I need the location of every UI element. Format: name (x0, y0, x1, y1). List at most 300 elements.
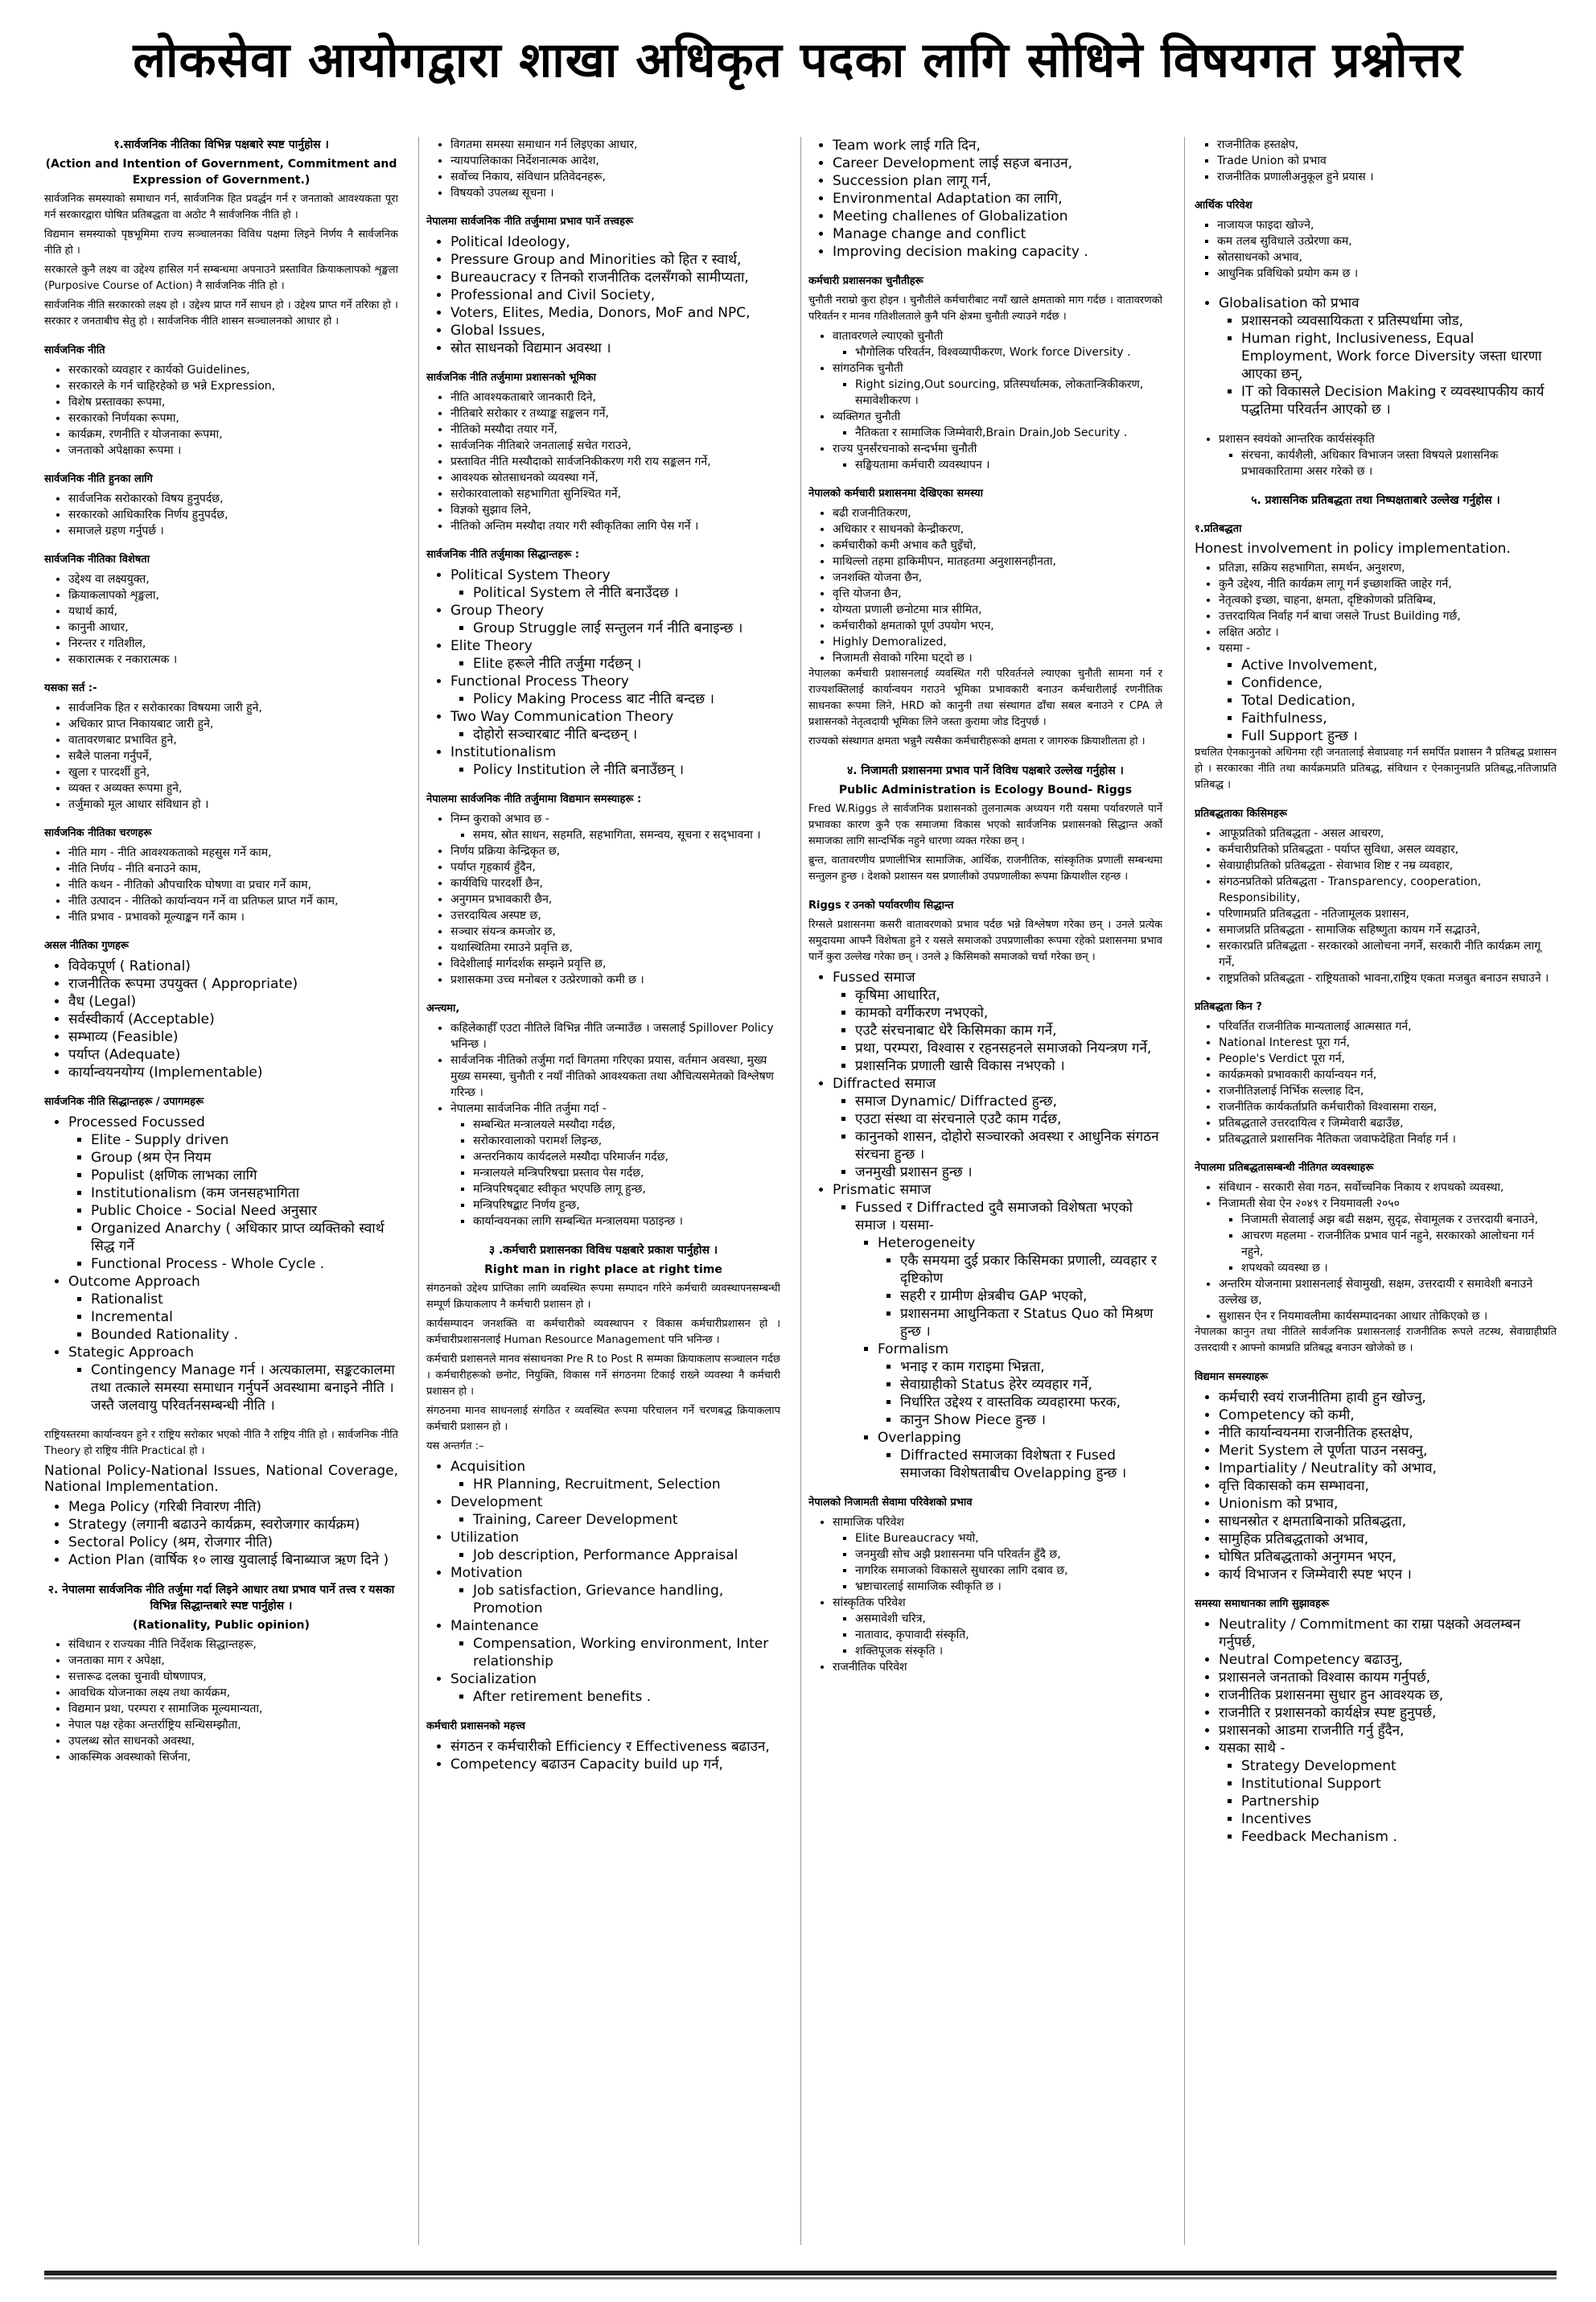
list-item: • क्रियाकलापको शृङ्खला, (68, 587, 398, 603)
list-item: • Improving decision making capacity . (833, 243, 1162, 261)
list-item-label: Two Way Communication Theory (450, 709, 674, 725)
list-item: • Merit System ले पूर्णता पाउन नसक्नु, (1219, 1442, 1557, 1460)
list-item-label: Acquisition (450, 1459, 526, 1475)
content-columns (44, 137, 1557, 2245)
section (44, 681, 398, 813)
list-item: • सञ्चार संयन्त्र कमजोर छ, (450, 924, 780, 940)
sub-list-item: ▪ भनाइ र काम गराइमा भिन्नता, (900, 1358, 1162, 1376)
sub-list-item: ▪ प्रशासनिक प्रणाली खासै विकास नभएको । (855, 1057, 1162, 1075)
section-heading: Riggs र उनको पर्यावरणीय सिद्धान्त (808, 900, 954, 912)
list-item-label: Overlapping (878, 1430, 961, 1446)
list-item: • Team work लाई गति दिन, (833, 137, 1162, 154)
list-item: • संविधान - सरकारी सेवा गठन, सर्वोच्चनिक निकाय र शपथको व्यवस्था, (1219, 1180, 1557, 1196)
sub-list-item: ▪ सरोकारवालाको परामर्श लिइन्छ, (473, 1133, 780, 1149)
list-item: • कार्यक्रम, रणनीति र योजनाका रूपमा, (68, 426, 398, 443)
bullet-list (68, 1131, 398, 1273)
list-item: • सबैले पालना गर्नुपर्ने, (68, 748, 398, 764)
bullet-list (426, 811, 780, 988)
list-item (450, 602, 780, 637)
bullet-list (808, 328, 1162, 473)
list-item: • Global Issues, (450, 322, 780, 340)
list-item (450, 1670, 780, 1706)
list-item: • सार्वजनिक हित र सरोकारका विषयमा जारी हुने, (68, 700, 398, 716)
list-item-label: Functional Process Theory (450, 673, 629, 690)
list-item (450, 1458, 780, 1493)
sub-list-item: ▪ Functional Process - Whole Cycle . (91, 1255, 398, 1273)
bullet-list (808, 1514, 1162, 1675)
list-item: • कर्मचारी स्वयं राजनीतिमा हावी हुन खोज्नु, (1219, 1389, 1557, 1406)
list-item: ▪ कम तलब सुविधाले उत्प्रेरणा कम, (1217, 233, 1557, 249)
list-item-label: Globalisation को प्रभाव (1219, 295, 1359, 311)
list-item: • अन्तरिम योजनामा प्रशासनलाई सेवामुखी, सक्षम, उत्तरदायी र समावेशी बनाउने उल्लेख छ, (1219, 1276, 1557, 1308)
list-item: • अनुगमन प्रभावकारी छैन, (450, 892, 780, 908)
sub-list-item: ▪ Public Choice - Social Need अनुसार (91, 1202, 398, 1220)
list-item: • विदेशीलाई मार्गदर्शक सम्झने प्रवृत्ति छ, (450, 956, 780, 972)
bullet-list (855, 1234, 1162, 1482)
list-item: • निम्न कुराको अभाव छ - ▪ समय, स्रोत साधन, सहमति, सहभागिता, समन्वय, सूचना र सद्‌‌भावना । (450, 811, 780, 843)
list-item-label: प्रशासन स्वयंको आन्तरिक कार्यसंस्कृति (1219, 433, 1375, 446)
list-item: • विगतमा समस्या समाधान गर्न लिइएका आधार, (450, 137, 780, 153)
list-item: • सामुहिक प्रतिबद्धताको अभाव, (1219, 1530, 1557, 1548)
sub-list-item: ▪ सङ्घियतामा कर्मचारी व्यवस्थापन । (855, 457, 1162, 473)
sub-list-item: ▪ सेवाग्राहीको Status हेरेर व्यवहार गर्ने, (900, 1376, 1162, 1394)
sub-list-item: ▪ Faithfulness, (1241, 710, 1557, 727)
bullet-list (1195, 137, 1557, 185)
list-item (68, 1344, 398, 1415)
section (1195, 806, 1557, 986)
bullet-list (1219, 447, 1557, 480)
bullet-list (1195, 1180, 1557, 1324)
sub-list-item: ▪ HR Planning, Recruitment, Selection (473, 1476, 780, 1493)
sub-list-item: ▪ दोहोरो सञ्चारबाट नीति बन्दछन् । (473, 726, 780, 743)
list-item: • राजनीतिज्ञलाई निर्भिक सल्लाह दिन, (1219, 1083, 1557, 1099)
list-item: • Highly Demoralized, (833, 634, 1162, 650)
list-item-label: Institutionalism (450, 744, 557, 760)
list-item: ▪ स्रोतसाधनको अभाव, (1217, 249, 1557, 266)
list-item: • पर्याप्त (Adequate) (68, 1046, 398, 1064)
section (426, 1001, 780, 1229)
bullet-list (1219, 1757, 1557, 1846)
list-item: • Neutrality / Commitment का राम्रा पक्षको अवलम्बन गर्नुपर्छ, (1219, 1616, 1557, 1651)
list-item: • विषयको उपलब्ध सूचना । (450, 185, 780, 201)
section (44, 826, 398, 925)
list-item: • उत्तरदायित्व अस्पष्ट छ, (450, 908, 780, 924)
list-item: • लक्षित अठोट । (1219, 624, 1557, 640)
sub-list-item: ▪ प्रथा, परम्परा, विश्वास र रहनसहनले समाजको नियन्त्रण गर्ने, (855, 1040, 1162, 1057)
section (426, 547, 780, 779)
list-item (878, 1429, 1162, 1482)
sub-list-item: ▪ प्रशासनमा आधुनिकता र Status Quo को मिश्रण हुन्छ । (900, 1305, 1162, 1340)
list-item: • विद्यमान प्रथा, परम्परा र सामाजिक मूल्यमान्यता, (68, 1701, 398, 1717)
sub-list-item: ▪ जनमुखी प्रशासन हुन्छ । (855, 1163, 1162, 1181)
list-item: • कार्यक्रमको प्रभावकारी कार्यान्वयन गर्न, (1219, 1067, 1557, 1083)
list-item: • उद्देश्य वा लक्ष्ययुक्त, (68, 571, 398, 587)
list-item-label: Diffracted समाज (833, 1076, 936, 1092)
bullet-list (878, 1252, 1162, 1340)
list-item: • परिणामप्रति प्रतिबद्धता - नतिजामूलक प्रशासन, (1219, 906, 1557, 922)
sub-list-item: ▪ Elite - Supply driven (91, 1131, 398, 1149)
sub-list (450, 655, 780, 673)
sub-list (450, 1688, 780, 1706)
list-item: ▪ आधुनिक प्रविधिको प्रयोग कम छ । (1217, 266, 1557, 282)
sub-list-item: ▪ मन्त्रिपरिषद्‌बाट स्वीकृत भएपछि लागू हुन्छ, (473, 1181, 780, 1197)
section (426, 792, 780, 988)
list-item: • राजनीतिक रूपमा उपयुक्त ( Appropriate) (68, 975, 398, 993)
bullet-list (833, 1530, 1162, 1595)
question-heading: ३ .कर्मचारी प्रशासनका विविध पक्षबारे प्रकाश पार्नुहोस । (488, 1244, 718, 1257)
sub-list-item: ▪ नातावाद, कृपावादी संस्कृति, (855, 1627, 1162, 1643)
bullet-list (833, 1611, 1162, 1659)
list-item (450, 1493, 780, 1529)
bullet-list (833, 1199, 1162, 1482)
list-item-label: Elite Theory (450, 638, 533, 654)
section (44, 1094, 398, 1415)
list-item: • विज्ञको सुझाव लिने, (450, 502, 780, 518)
list-item-label: Development (450, 1494, 543, 1510)
list-item: • सार्वजनिक नीतिबारे जनतालाई सचेत गराउने, (450, 438, 780, 454)
section (1195, 198, 1557, 282)
sub-list-item: ▪ Group (श्रम ऐन नियम (91, 1149, 398, 1167)
sub-list-item: ▪ कार्यान्वयनका लागि सम्बन्धित मन्त्रालयमा पठाइन्छ । (473, 1213, 780, 1229)
list-item: • Meeting challenes of Globalization (833, 208, 1162, 225)
section-heading: सार्वजनिक नीति तर्जुमामा प्रशासनको भूमिका (426, 372, 596, 384)
list-item: • आवधिक योजनाका लक्ष्य तथा कार्यक्रम, (68, 1685, 398, 1701)
sub-list-item: ▪ कामको वर्गीकरण नभएको, (855, 1004, 1162, 1022)
bullet-list (833, 344, 1162, 360)
list-item: • निर्णय प्रक्रिया केन्द्रिकृत छ, (450, 843, 780, 859)
paragraph: प्रचलित ऐनकानुनको अधिनमा रही जनतालाई सेवाप्रवाह गर्न समर्पित प्रशासन नै प्रतिबद्ध प्रशासन हो । सरकारका नीति तथा कार्यक्रमप्रति प्रतिबद्ध, संविधान र ऐनकानुनप्रति प्रतिबद्ध,नतिजाप्रति प्रतिबद्ध । (1195, 747, 1557, 791)
bullet-list (1195, 1616, 1557, 1846)
list-item-label: Socialization (450, 1671, 537, 1687)
bullet-list (1195, 431, 1557, 480)
sub-list (450, 1582, 780, 1617)
sub-list-item: ▪ संरचना, कार्यशैली, अधिकार विभाजन जस्ता विषयले प्रशासनिक प्रभावकारितामा असर गरेको छ । (1241, 447, 1557, 480)
section-heading: यसका सर्त :- (44, 682, 97, 694)
sub-list-item: ▪ Right sizing,Out sourcing, प्रतिस्पर्धात्मक, लोकतान्त्रिकीकरण, समावेशीकरण । (855, 377, 1162, 409)
list-item-label: सांस्कृतिक परिवेश (833, 1596, 906, 1609)
sub-list-item: ▪ कानुनको शासन, दोहोरो सञ्चारको अवस्था र आधुनिक संगठन संरचना हुन्छ । (855, 1128, 1162, 1163)
section-heading: विद्यमान समस्याहरू (1195, 1371, 1269, 1383)
list-item: • योग्यता प्रणाली छनोटमा मात्र सीमित, (833, 602, 1162, 618)
list-item: • निरन्तर र गतिशील, (68, 636, 398, 652)
bullet-list (426, 1738, 780, 1773)
paragraph: National Policy-National Issues, National Coverage, National Implementation. (44, 1463, 398, 1495)
list-item: • Unionism को प्रभाव, (1219, 1495, 1557, 1513)
list-item: • प्रतिज्ञा, सक्रिय सहभागिता, समर्थन, अनुशरण, (1219, 560, 1557, 576)
section (1195, 294, 1557, 418)
sub-list-item: ▪ Total Dedication, (1241, 692, 1557, 710)
sub-list-item: ▪ नैतिकता र सामाजिक जिम्मेवारी,Brain Drain,Job Security . (855, 425, 1162, 441)
bullet-list (44, 1114, 398, 1415)
sub-list-item: ▪ Institutionalism (कम जनसहभागिता (91, 1184, 398, 1202)
sub-list-item: ▪ Elite हरूले नीति तर्जुमा गर्दछन् । (473, 655, 780, 673)
list-item: • कानुनी आधार, (68, 620, 398, 636)
list-item: • Competency को कमी, (1219, 1406, 1557, 1424)
list-item: ▪ राजनीतिक प्रणालीअनुकूल हुने प्रयास । (1217, 169, 1557, 185)
bullet-list (44, 491, 398, 539)
list-item-label: सांगठनिक चुनौती (833, 362, 903, 375)
list-item: • खुला र पारदर्शी हुने, (68, 764, 398, 780)
question-subheading: (Rationality, Public opinion) (133, 1619, 310, 1632)
section (808, 1495, 1162, 1675)
section-heading: असल नीतिका गुणहरू (44, 940, 130, 952)
sub-list-item: ▪ Elite Bureaucracy भयो, (855, 1530, 1162, 1546)
list-item: • वृत्ति विकासको कम सम्भावना, (1219, 1477, 1557, 1495)
sub-list-item: ▪ Human right, Inclusiveness, Equal Employment, Work force Diversity जस्ता धारणा आएका छन्, (1241, 330, 1557, 383)
list-item-label: Heterogeneity (878, 1235, 976, 1251)
list-item: • राजनीतिक प्रशासनमा सुधार हुन आवश्यक छ, (1219, 1686, 1557, 1704)
sub-list-item: ▪ Diffracted समाजका विशेषता र Fused समाजका विशेषताबीच Ovelapping हुन्छ । (900, 1447, 1162, 1482)
sub-list (450, 620, 780, 637)
list-item: • Bureaucracy र तिनको राजनीतिक दलसँगको सामीप्यता, (450, 269, 780, 286)
list-item: • सर्वोच्च निकाय, संविधान प्रतिवेदनहरू, (450, 169, 780, 185)
section-heading: नेपालको कर्मचारी प्रशासनमा देखिएका समस्या (808, 488, 984, 500)
bullet-list (833, 1093, 1162, 1181)
bullet-list (878, 1447, 1162, 1482)
list-item: ▪ नाजायज फाइदा खोज्ने, (1217, 217, 1557, 233)
list-item-label: Motivation (450, 1565, 523, 1581)
list-item: • बढी राजनीतिकरण, (833, 505, 1162, 521)
sub-list-item: ▪ Contingency Manage गर्न । अत्यकालमा, सङ्कटकालमा तथा तत्काले समस्या समाधान गर्नुपर्ने अवस्थामा बनाइने नीति । जस्तै जलवायु परिवर्तनसम्बन्धी नीति । (91, 1361, 398, 1415)
list-item (833, 1075, 1162, 1181)
section (808, 763, 1162, 885)
sub-list-item: ▪ Group Struggle लाई सन्तुलन गर्न नीति बनाइन्छ । (473, 620, 780, 637)
bullet-list (808, 137, 1162, 261)
paragraph: सार्वजनिक समस्याको समाधान गर्न, सार्वजनिक हित प्रवर्द्धन गर्न र जनताको आवश्यकता पूरा गर्न सरकारद्वारा घोषित प्रतिबद्धता वा अठोट नै सार्वजनिक नीति हो । (44, 193, 398, 221)
bullet-list (1195, 560, 1557, 745)
column-2 (426, 137, 780, 2245)
list-item (833, 360, 1162, 409)
column-1 (44, 137, 398, 2245)
section-heading: प्रतिबद्धताका किसिमहरू (1195, 808, 1287, 820)
list-item: • वृत्ति योजना छैन, (833, 586, 1162, 602)
list-item (68, 1273, 398, 1344)
section (1195, 1160, 1557, 1357)
section-heading: प्रतिबद्धता किन ? (1195, 1001, 1262, 1013)
list-item: • People's Verdict पूरा गर्न, (1219, 1051, 1557, 1067)
bullet-list (450, 827, 780, 843)
list-item: • राजनीतिक कार्यकर्ताप्रति कर्मचारीको विश्वासमा राख्न, (1219, 1099, 1557, 1115)
paragraph: विद्यमान समस्याको पृष्ठभूमिमा राज्य सञ्चालनका विविध पक्षमा लिइने निर्णय नै सार्वजनिक नीति हो । (44, 229, 398, 257)
sub-list-item: ▪ अन्तरनिकाय कार्यदलले मस्यौदा परिमार्जन गर्दछ, (473, 1149, 780, 1165)
sub-list-item: ▪ Political System ले नीति बनाउँदछ । (473, 584, 780, 602)
list-item: • Career Development लाई सहज बनाउन, (833, 154, 1162, 172)
list-item: • पर्याप्त गृहकार्य हुँदैन, (450, 859, 780, 875)
section-heading: १.प्रतिबद्धता (1195, 523, 1242, 535)
bullet-list (44, 957, 398, 1081)
sub-list (450, 1635, 780, 1670)
paragraph: रिग्सले प्रशासनमा कसरी वातावरणको प्रभाव पर्दछ भन्ने विश्लेषण गरेका छन् । उनले प्रत्येक समुदायमा आफ्नै विशेषता हुने र यसले समाजको उपप्रणालीका रूपमा रहेको प्रशासनमा प्रभाव पार्ने कुरा उल्लेख गरेका छन् । उनले ३ किसिमको समाजको चर्चा गरेका छन् । (808, 919, 1162, 963)
list-item: • आवश्यक स्रोतसाधनको व्यवस्था गर्ने, (450, 470, 780, 486)
sub-list (450, 726, 780, 743)
list-item: • नीति कथन - नीतिको औपचारिक घोषणा वा प्रचार गर्ने काम, (68, 877, 398, 893)
list-item: • प्रशासकमा उच्च मनोबल र उत्प्रेरणाको कमी छ । (450, 972, 780, 988)
list-item: • स्रोत साधनको विद्यमान अवस्था । (450, 340, 780, 357)
bullet-list (878, 1358, 1162, 1429)
list-item: • नीति उत्पादन - नीतिको कार्यान्वयन गर्ने वा प्रतिफल प्राप्त गर्ने काम, (68, 893, 398, 909)
list-item-label: राजनीतिक परिवेश (833, 1661, 907, 1674)
sub-list-item: ▪ Incremental (91, 1308, 398, 1326)
list-item (450, 708, 780, 743)
list-item: • Sectoral Policy (श्रम, रोजगार नीति) (68, 1534, 398, 1551)
paragraph: नेपालका कानुन तथा नीतिले सार्वजनिक प्रशासनलाई राजनीतिक रूपले तटस्थ, सेवाग्राहीप्रति उत्तरदायी र आफ्नो कामप्रति प्रतिबद्ध बनाउन खोजेको छ । (1195, 1326, 1557, 1354)
list-item: • नीति निर्णय - नीति बनाउने काम, (68, 861, 398, 877)
list-item-label: व्यक्तिगत चुनौती (833, 410, 901, 423)
bullet-list (44, 362, 398, 459)
bullet-list (44, 845, 398, 925)
sub-list-item: ▪ Compensation, Working environment, Inter relationship (473, 1635, 780, 1670)
list-item: • यसका साथै - ▪ Strategy Development ▪ Institutional Support ▪ Partnership ▪ Incentives ▪ Feedback Mechanism . (1219, 1740, 1557, 1846)
sub-list-item: ▪ Full Support हुन्छ । (1241, 727, 1557, 745)
bullet-list (1195, 1019, 1557, 1147)
list-item: • समाजले ग्रहण गर्नुपर्छ । (68, 523, 398, 539)
section-heading: सार्वजनिक नीतिका चरणहरू (44, 827, 152, 839)
sub-list-item: ▪ Fussed र Diffracted दुवै समाजको विशेषता भएको समाज । यसमा- (855, 1199, 1162, 1234)
sub-list-item: ▪ समाज Dynamic/ Diffracted हुन्छ, (855, 1093, 1162, 1110)
bullet-list (833, 377, 1162, 409)
bullet-list (426, 1020, 780, 1229)
sub-list-item: ▪ एउटा संस्था वा संरचनाले एउटै काम गर्दछ, (855, 1110, 1162, 1128)
list-item: • संगठनप्रतिको प्रतिबद्धता - Transparency, cooperation, Responsibility, (1219, 874, 1557, 906)
list-item: • नेतृत्वको इच्छा, चाहना, क्षमता, दृष्टिकोणको प्रतिबिम्ब, (1219, 592, 1557, 608)
section (44, 1427, 398, 1569)
sub-list-item: ▪ असमावेशी चरित्र, (855, 1611, 1162, 1627)
sub-list-item: ▪ एकै समयमा दुई प्रकार किसिमका प्रणाली, व्यवहार र दृष्टिकोण (900, 1252, 1162, 1287)
sub-list-item: ▪ Feedback Mechanism . (1241, 1828, 1557, 1846)
paragraph: ब्रुन्त, वातावरणीय प्रणालीभित्र सामाजिक, आर्थिक, राजनीतिक, सांस्कृतिक प्रणाली सम्बन्धमा सन्तुलन हुन्छ । देशको प्रशासन यस प्रणालीको उपप्रणालीका रूपमा क्रियाशील रहन्छ । (808, 854, 1162, 883)
list-item-label: Processed Focussed (68, 1114, 205, 1130)
list-item-label: Formalism (878, 1341, 949, 1357)
section (1195, 1369, 1557, 1583)
list-item: • नीति माग - नीति आवश्यकताको महसुस गर्ने काम, (68, 845, 398, 861)
list-item-label: Fussed समाज (833, 970, 915, 986)
sub-list-item: ▪ IT को विकासले Decision Making र व्यवस्थापकीय कार्य पद्धतिमा परिवर्तन आएको छ । (1241, 383, 1557, 418)
bullet-list (808, 505, 1162, 666)
bullet-list (426, 1458, 780, 1706)
list-item: • Professional and Civil Society, (450, 286, 780, 304)
list-item (878, 1340, 1162, 1429)
list-item: • प्रतिबद्धताले प्रशासनिक नैतिकता जवाफदेहिता निर्वाह गर्न । (1219, 1131, 1557, 1147)
list-item: • सरकारको व्यवहार र कार्यको Guidelines, (68, 362, 398, 378)
section (1195, 137, 1557, 185)
question-heading: १.सार्वजनिक नीतिका विभिन्न पक्षबारे स्पष्ट पार्नुहोस । (113, 138, 329, 151)
list-item: • कार्यान्वयनयोग्य (Implementable) (68, 1064, 398, 1081)
list-item: • नीतिको मस्यौदा तयार गर्ने, (450, 422, 780, 438)
list-item: • प्रशासनले जनताको विश्वास कायम गर्नुपर्छ, (1219, 1669, 1557, 1686)
list-item: • Manage change and conflict (833, 225, 1162, 243)
bullet-list (426, 566, 780, 779)
section (44, 938, 398, 1081)
list-item (450, 1564, 780, 1617)
list-item: • सरकारले के गर्न चाहिरहेको छ भन्ने Expression, (68, 378, 398, 394)
list-item: • साधनस्रोत र क्षमताबिनाको प्रतिबद्धता, (1219, 1513, 1557, 1530)
section (808, 898, 1162, 1482)
list-item: • Political Ideology, (450, 233, 780, 251)
paragraph: सार्वजनिक नीति सरकारको लक्ष्य हो । उद्देश्य प्राप्त गर्ने साधन हो । उद्देश्य प्राप्त गर्ने तरिका हो । सरकार र जनताबीच सेतु हो । सार्वजनिक नीति शासन सञ्चालनको आधार हो । (44, 299, 398, 327)
paragraph: राष्ट्रियस्तरमा कार्यान्वयन हुने र राष्ट्रिय सरोकार भएको नीति नै राष्ट्रिय नीति हो । सार्वजनिक नीति Theory हो राष्ट्रिय नीति Practical हो । (44, 1429, 398, 1457)
list-item: • Succession plan लागू गर्न, (833, 172, 1162, 190)
list-item: • तर्जुमाको मूल आधार संविधान हो । (68, 797, 398, 813)
sub-list-item: ▪ Training, Career Development (473, 1511, 780, 1529)
section-heading: आर्थिक परिवेश (1195, 200, 1253, 212)
section (44, 343, 398, 459)
sub-list-item: ▪ Organized Anarchy ( अधिकार प्राप्त व्यक्तिको स्वार्थ सिद्ध गर्ने (91, 1220, 398, 1255)
bullet-list (68, 1291, 398, 1344)
section (808, 486, 1162, 750)
list-item (450, 673, 780, 708)
list-item: • कार्यविधि पारदर्शी छैन, (450, 875, 780, 892)
list-item: • विशेष प्रस्तावका रूपमा, (68, 394, 398, 410)
list-item-label: सामाजिक परिवेश (833, 1516, 904, 1529)
question-heading: ५. प्रशासनिक प्रतिबद्धता तथा निष्पक्षताबारे उल्लेख गर्नुहोस । (1251, 494, 1500, 507)
list-item: • जनताको अपेक्षाका रूपमा । (68, 443, 398, 459)
list-item: • परिवर्तित राजनीतिक मान्यतालाई आत्मसात गर्न, (1219, 1019, 1557, 1035)
bullet-list (44, 571, 398, 668)
bullet-list (426, 233, 780, 357)
list-item: • Voters, Elites, Media, Donors, MoF and NPC, (450, 304, 780, 322)
list-item: • कुनै उद्देश्य, नीति कार्यक्रम लागू गर्न इच्छाशक्ति जाहेर गर्न, (1219, 576, 1557, 592)
sub-list-item: ▪ After retirement benefits . (473, 1688, 780, 1706)
list-item (833, 441, 1162, 473)
bullet-list (808, 969, 1162, 1482)
list-item (833, 1514, 1162, 1595)
list-item: • Competency बढाउन Capacity build up गर्न, (450, 1756, 780, 1773)
list-item (833, 1595, 1162, 1659)
section (426, 1719, 780, 1773)
section-heading: नेपालमा प्रतिबद्धतासम्बन्धी नीतिगत व्यवस्थाहरू (1195, 1162, 1374, 1174)
sub-list-item: ▪ मन्त्रालयले मन्त्रिपरिषद्मा प्रस्ताव पेस गर्दछ, (473, 1165, 780, 1181)
list-item: • यसमा - ▪ Active Involvement, ▪ Confidence, ▪ Total Dedication, ▪ Faithfulness, ▪ Full Support हुन्छ । (1219, 640, 1557, 745)
list-item: • माथिल्लो तहमा हाकिमीपन, मातहतमा अनुशासनहीनता, (833, 554, 1162, 570)
list-item: • सार्वजनिक सरोकारको विषय हुनुपर्दछ, (68, 491, 398, 507)
sub-list-item: ▪ Partnership (1241, 1793, 1557, 1810)
list-item: • सम्भाव्य (Feasible) (68, 1028, 398, 1046)
sub-list-item: ▪ Strategy Development (1241, 1757, 1557, 1775)
list-item: • अधिकार प्राप्त निकायबाट जारी हुने, (68, 716, 398, 732)
list-item-label: Prismatic समाज (833, 1182, 932, 1198)
list-item: • नीतिको अन्तिम मस्यौदा तयार गरी स्वीकृतिका लागि पेस गर्ने । (450, 518, 780, 534)
sub-list-item: ▪ Job satisfaction, Grievance handling, Promotion (473, 1582, 780, 1617)
list-item: • Environmental Adaptation का लागि, (833, 190, 1162, 208)
sub-list-item: ▪ Active Involvement, (1241, 657, 1557, 674)
sub-list-item: ▪ Job description, Performance Appraisal (473, 1546, 780, 1564)
list-item: • राजनीति र प्रशासनको कार्यक्षेत्र स्पष्ट हुनुपर्छ, (1219, 1704, 1557, 1722)
question-heading: २. नेपालमा सार्वजनिक नीति तर्जुमा गर्दा लिइने आधार तथा प्रभाव पार्ने तत्त्व र यसका विभिन्न सिद्धान्तबारे स्पष्ट पार्नुहोस । (47, 1583, 395, 1612)
list-item-label: Group Theory (450, 603, 545, 619)
bullet-list (833, 457, 1162, 473)
list-item: • उत्तरदायित्व निर्वाह गर्न बाचा जसले Trust Building गर्छ, (1219, 608, 1557, 624)
list-item (833, 328, 1162, 360)
section-heading: नेपालमा सार्वजनिक नीति तर्जुमामा प्रभाव पार्ने तत्त्वहरू (426, 216, 634, 228)
list-item: • कर्मचारीको कमी अभाव कतै घुइँचो, (833, 537, 1162, 554)
bullet-list (426, 389, 780, 534)
sub-list-item: ▪ Populist (क्षणिक लाभका लागि (91, 1167, 398, 1184)
page-title: लोकसेवा आयोगद्वारा शाखा अधिकृत पदका लागि सोधिने विषयगत प्रश्नोत्तर (133, 32, 1463, 89)
sub-list-item: ▪ आचरण महलमा - राजनीतिक प्रभाव पार्न नहुने, सरकारको आलोचना गर्न नहुने, (1241, 1228, 1557, 1260)
section-heading: सार्वजनिक नीति (44, 344, 105, 356)
sub-list (450, 1511, 780, 1529)
list-item: • सार्वजनिक नीतिको तर्जुमा गर्दा विगतमा गरिएका प्रयास, वर्तमान अवस्था, मुख्य मुख्य समस्या, चुनौती र नयाँ नीतिको आवश्यकता तथा औचित्यसमेतको विश्लेषण गरिन्छ । (450, 1052, 780, 1101)
question-subheading: (Action and Intention of Government, Commitment and Expression of Government.) (45, 158, 397, 187)
list-item (450, 1529, 780, 1564)
paragraph: राज्यको संस्थागत क्षमता भन्नुनै त्यसैका कर्मचारीहरूको क्षमता र जागरुक क्रियाशीलता हो । (808, 735, 1146, 747)
section-heading: अन्त्यमा, (426, 1003, 460, 1015)
sub-list-item: ▪ Policy Institution ले नीति बनाउँछन् । (473, 761, 780, 779)
bullet-list (426, 137, 780, 201)
list-item (1219, 294, 1557, 418)
list-item: • जनताका माग र अपेक्षा, (68, 1653, 398, 1669)
list-item: ▪ Trade Union को प्रभाव (1217, 153, 1557, 169)
